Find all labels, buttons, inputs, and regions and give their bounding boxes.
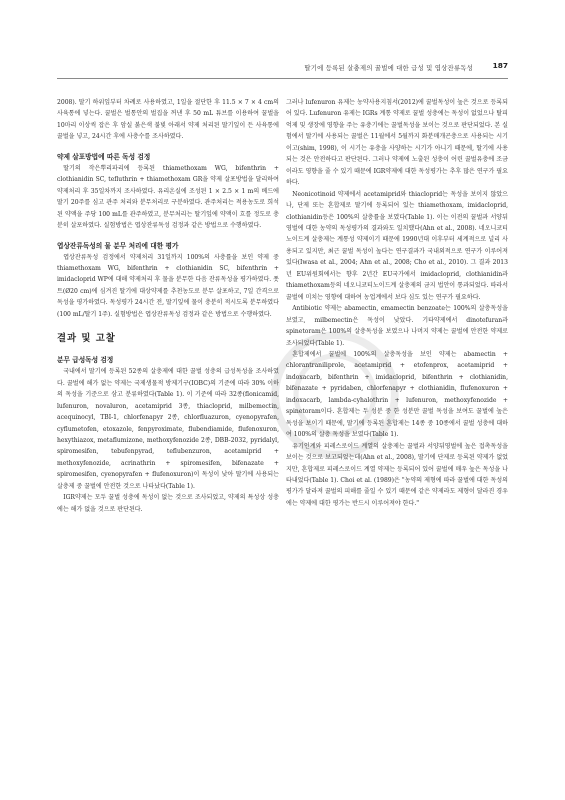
left-text-column (57, 97, 279, 515)
body-paragraph: 국내에서 딸기에 등록된 52종의 살충제에 대한 꿀벌 성충의 급성독성을 조사하였다. 꿀벌에 해가 없는 약제는 국제생물적 방제기구(IOBC)의 기준에 따라 30% 이하의 독성을 기준으로 삼고 분류하였다(Table 1). 이 기준에 따라 32종(flonicamid, lufenuron, novaluron, acetamiprid 3종, thiacloprid, milbemectin, acequinocyl, TBI-1, chlorfenapyr 2종, chlorfluazuron, cyenopyrafen, cyflumetofen, etoxazole, fenpyroximate, flubendiamide, flufenoxuron, hexythiazox, metaflumizone, methoxyfenozide 2종, DBB-2032, pyridalyl, spiromesifen, tebufenpyrad, teflubenzuron, acetamiprid + methoxyfenozide, acrinathrin + spiromesifen, bifenazate + spiromesifen, cyenopyrafen + flufenoxuron)이 독성이 낮아 딸기에 사용되는 살충제 중 꿀벌에 안전한 것으로 나타났다(Table 1). (57, 368, 279, 490)
section-heading: 결과 및 고찰 (57, 333, 116, 345)
running-title: 딸기에 등록된 살충제의 꿀벌에 대한 급성 및 엽상잔류독성 (304, 64, 473, 72)
body-paragraph: Neonicotinoid 약제에서 acetamiprid와 thiacloprid는 독성을 보이지 않았으나, 단제 또는 혼합제로 딸기에 등록되어 있는 thiamethoxam, imidacloprid, clothianidin등은 100%의 살충률을 보였다(Table 1). 이는 이전의 꿀벌과 서양뒤영벌에 대한 농약의 독성평가의 결과와도 일치했다(Ahn et al., 2008). 네오니코티노이드계 살충제는 계통성 약제이기 때문에 1990년대 이후부터 세계적으로 널리 사용되고 있지만, 최근 꿀벌 독성이 높다는 연구결과가 국내외적으로 연구가 이루어져 있다(Iwasa et al., 2004; Ahn et al., 2008; Cho et al., 2010). 그 결과 2013년 EU위원회에서는 향후 2년간 EU국가에서 imidacloprid, clothianidin과 thiamethoxam등의 네오니코티노이드계 살충제의 금지 법안이 통과되었다. 따라서 꿀벌에 미치는 영향에 대하여 농업계에서 보다 심도 있는 연구가 필요하다. (286, 190, 508, 301)
body-paragraph: 딸기의 작은뿌리파리에 등록된 thiamethoxam WG, bifenthrin + clothianidin SC, tefluthrin + thiamethoxam GR을 약제 살포방법을 달리하여 약제처리 후 35일차까지 조사하였다. 유리온실에 조성된 1 × 2.5 × 1 m의 베드에 딸기 20주를 심고 관주 처리와 분무처리로 구분하였다. 관주처리는 적용농도로 희석된 약액을 주당 100 mL를 관주하였고, 분무처리는 딸기잎에 약액이 흐를 정도로 충분히 살포하였다. 실험방법은 엽상잔류독성 검정과 같은 방법으로 수행하였다. (57, 164, 279, 230)
subsection-heading: 약제 살포방법에 따른 독성 검정 (57, 152, 151, 161)
body-paragraph: 그러나 lufenuron 유제는 농약사용지침서(2012)에 꿀벌독성이 높은 것으로 등록되어 있다. Lufenuron 유제는 IGRs 계통 약제로 꿀벌 성충에는 독성이 없었으나 탈피억제 및 생장에 영향을 주는 유충기에는 꿀벌독성을 보이는 것으로 판단되었다. 본 실험에서 딸기에 사용되는 꿀벌은 11월에서 5월까지 화분매개곤충으로 사용되는 시기이고(shim, 1998), 이 시기는 유충을 사양하는 시기가 아니기 때문에, 딸기에 사용되는 것은 안전하다고 판단된다. 그러나 약제에 노출된 성충이 어린 꿀벌유충에 조금이라도 영향을 줄 수 있기 때문에 IGR약제에 대한 독성평가는 추후 많은 연구가 필요하다. (286, 99, 508, 187)
subsection-heading: 분무 급성독성 검정 (57, 356, 114, 365)
body-paragraph: 2008). 딸기 하위잎부터 차례로 사용하였고, 1일을 절단한 후 11.5 × 7 × 4 cm의 사육통에 넣는다. 꿀벌은 벌통안의 벌집을 꺼낸 후 50 mL 튜브를 이용하여 꿀벌을 10마리 이상씩 잡은 후 암실 붉은색 불빛 아래서 약제 처리된 딸기잎이 든 사육통에 꿀벌을 넣고, 24시간 후에 사충수를 조사하였다. (57, 99, 279, 141)
right-text-column (286, 97, 508, 509)
header-divider (57, 78, 508, 79)
body-paragraph: IGR약제는 모두 꿀벌 성충에 독성이 없는 것으로 조사되었고, 약제의 특성상 성충에는 해가 없을 것으로 판단된다. (57, 494, 279, 513)
body-paragraph: 엽상잔류독성 검정에서 약제처리 31일까지 100%의 사충률을 보인 약제 중 thiamethoxam WG, bifenthrin + clothianidin SC, bifenthrin + imidacloprid WP에 대해 약제처리 후 물을 분무한 다음 잔류독성을 평가하였다. 폿트(Ø20 cm)에 심겨진 딸기에 대상약제를 추천농도로 분무 살포하고, 7일 간격으로 독성을 평가하였다. 독성평가 24시간 전, 딸기잎에 물이 충분히 적시도록 분무하였다(100 mL/딸기 1주). 실험방법은 엽상잔류독성 검정과 같은 방법으로 수행하였다. (57, 253, 279, 318)
subsection-heading: 엽상잔류독성의 물 분무 처리에 대한 평가 (57, 241, 179, 250)
body-paragraph: 혼합제에서 꿀벌에 100%의 살충독성을 보인 약제는 abamectin + chlorantraniliprole, acetamiprid + etofenprox, acetamiprid + indoxacarb, bifenthrin + imidacloprid, bifenthrin + clothianidin, bifenazate + pyridaben, chlorfenapyr + clothianidin, flufenoxuron + indoxacarb, lambda-cyhalothrin + lufenuron, methoxyfenozide + spinetoram이다. 혼합제는 두 성분 중 한 성분만 꿀벌 독성을 보여도 꿀벌에 높은 독성을 보이기 때문에, 딸기에 등록된 혼합제는 14종 중 10종에서 꿀벌 성충에 대하여 100%의 살충 독성을 보였다(Table 1). (286, 350, 508, 439)
body-paragraph: 유기인계와 피레스로이드 계열의 살충제는 꿀벌과 서양뒤영벌에 높은 접촉독성을 보이는 것으로 보고되었는데(Ahn et al., 2008), 딸기에 단제로 등록된 약제가 없었지만, 혼합제로 피레스로이드 계열 약제는 등록되어 있어 꿀벌에 매우 높은 독성을 나타내었다(Table 1). Choi et al. (1989)은 "농약의 제형에 따라 꿀벌에 대한 독성의 평가가 달라져 꿀벌의 피해를 줄일 수 있기 때문에 같은 약제라도 제형이 달라진 경우에는 약제에 대한 평가는 반드시 이루어져야 한다." (286, 442, 508, 507)
page-number: 187 (492, 61, 508, 70)
body-paragraph: Antibiotic 약제는 abamectin, emamectin benzoate는 100%의 살충독성을 보였고, milbemectin은 독성이 낮았다. 기타약제에서 dinotefuran과 spinetoram은 100%의 살충독성을 보였으나 나머지 약제는 꿀벌에 안전한 약제로 조사되었다(Table 1). (286, 305, 508, 347)
running-header (0, 60, 565, 78)
